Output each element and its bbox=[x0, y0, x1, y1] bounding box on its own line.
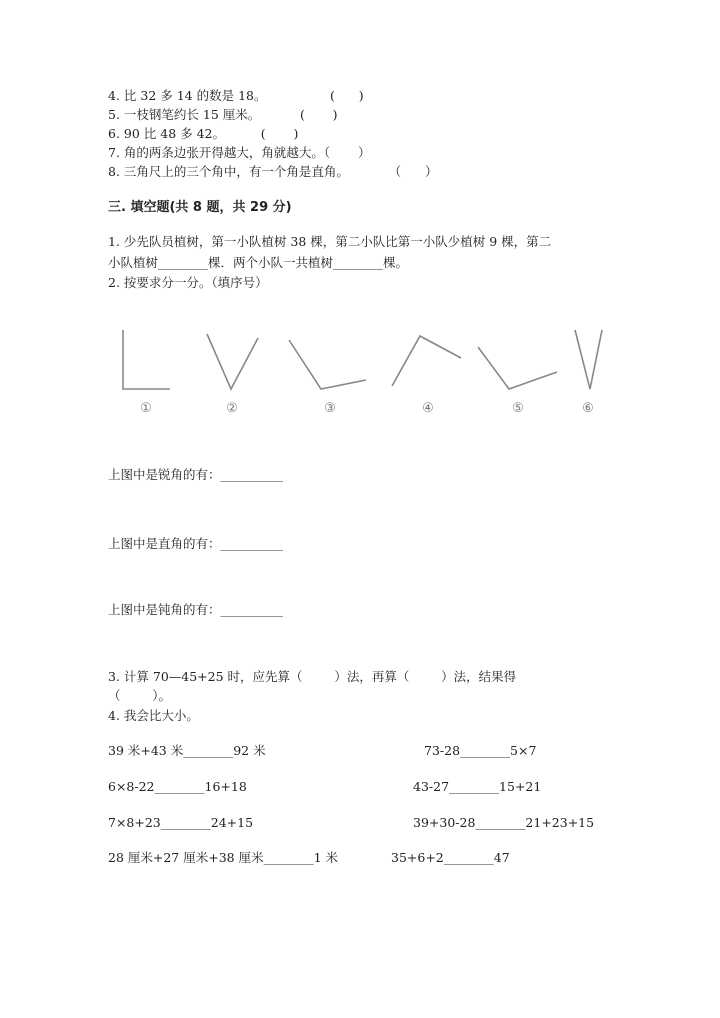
compare-2-left[interactable]: 6×8-22________16+18 bbox=[108, 779, 247, 794]
q1-line1: 1. 少先队员植树，第一小队植树 38 棵，第二小队比第一小队少植树 9 棵，第二 bbox=[108, 234, 552, 249]
angle-6 bbox=[575, 330, 602, 389]
q4-prompt: 4. 我会比大小。 bbox=[108, 708, 199, 723]
angle-label-3: ③ bbox=[324, 401, 336, 416]
acute-answer[interactable]: 上图中是锐角的有：__________ bbox=[108, 467, 284, 482]
angle-5 bbox=[478, 347, 557, 389]
judgement-item-5: 5. 一枝钢笔约长 15 厘米。 ( ) bbox=[108, 107, 338, 122]
q1-line2: 小队植树________棵．两个小队一共植树________棵。 bbox=[108, 255, 409, 270]
q3-line1: 3. 计算 70—45+25 时，应先算（ ）法，再算（ ）法，结果得 bbox=[108, 669, 517, 684]
obtuse-answer[interactable]: 上图中是钝角的有：__________ bbox=[108, 602, 284, 617]
right-answer[interactable]: 上图中是直角的有：__________ bbox=[108, 536, 284, 551]
angle-label-5: ⑤ bbox=[512, 401, 524, 416]
judgement-item-4: 4. 比 32 多 14 的数是 18。 ( ) bbox=[108, 88, 364, 103]
angle-1 bbox=[123, 330, 170, 389]
angle-label-4: ④ bbox=[422, 401, 434, 416]
angle-3 bbox=[289, 340, 366, 389]
judgement-item-8: 8. 三角尺上的三个角中，有一个角是直角。 （ ） bbox=[108, 164, 438, 179]
angle-label-6: ⑥ bbox=[582, 401, 594, 416]
judgement-item-6: 6. 90 比 48 多 42。 ( ) bbox=[108, 126, 299, 141]
compare-2-right[interactable]: 43-27________15+21 bbox=[413, 779, 542, 794]
section-title: 三. 填空题(共 8 题，共 29 分) bbox=[108, 200, 292, 215]
angle-label-2: ② bbox=[226, 401, 238, 416]
q3-line2: （ ）。 bbox=[108, 688, 172, 703]
compare-3-right[interactable]: 39+30-28________21+23+15 bbox=[413, 815, 595, 830]
judgement-item-7: 7. 角的两条边张开得越大，角就越大。（ ） bbox=[108, 145, 371, 160]
angle-4 bbox=[392, 336, 461, 386]
angle-label-1: ① bbox=[140, 401, 152, 416]
q2-prompt: 2. 按要求分一分。（填序号） bbox=[108, 275, 268, 290]
compare-4-right[interactable]: 35+6+2________47 bbox=[391, 850, 510, 865]
compare-1-left[interactable]: 39 米+43 米________92 米 bbox=[108, 743, 266, 758]
compare-1-right[interactable]: 73-28________5×7 bbox=[424, 743, 537, 758]
angle-2 bbox=[207, 334, 258, 389]
compare-3-left[interactable]: 7×8+23________24+15 bbox=[108, 815, 254, 830]
compare-4-left[interactable]: 28 厘米+27 厘米+38 厘米________1 米 bbox=[108, 850, 339, 865]
